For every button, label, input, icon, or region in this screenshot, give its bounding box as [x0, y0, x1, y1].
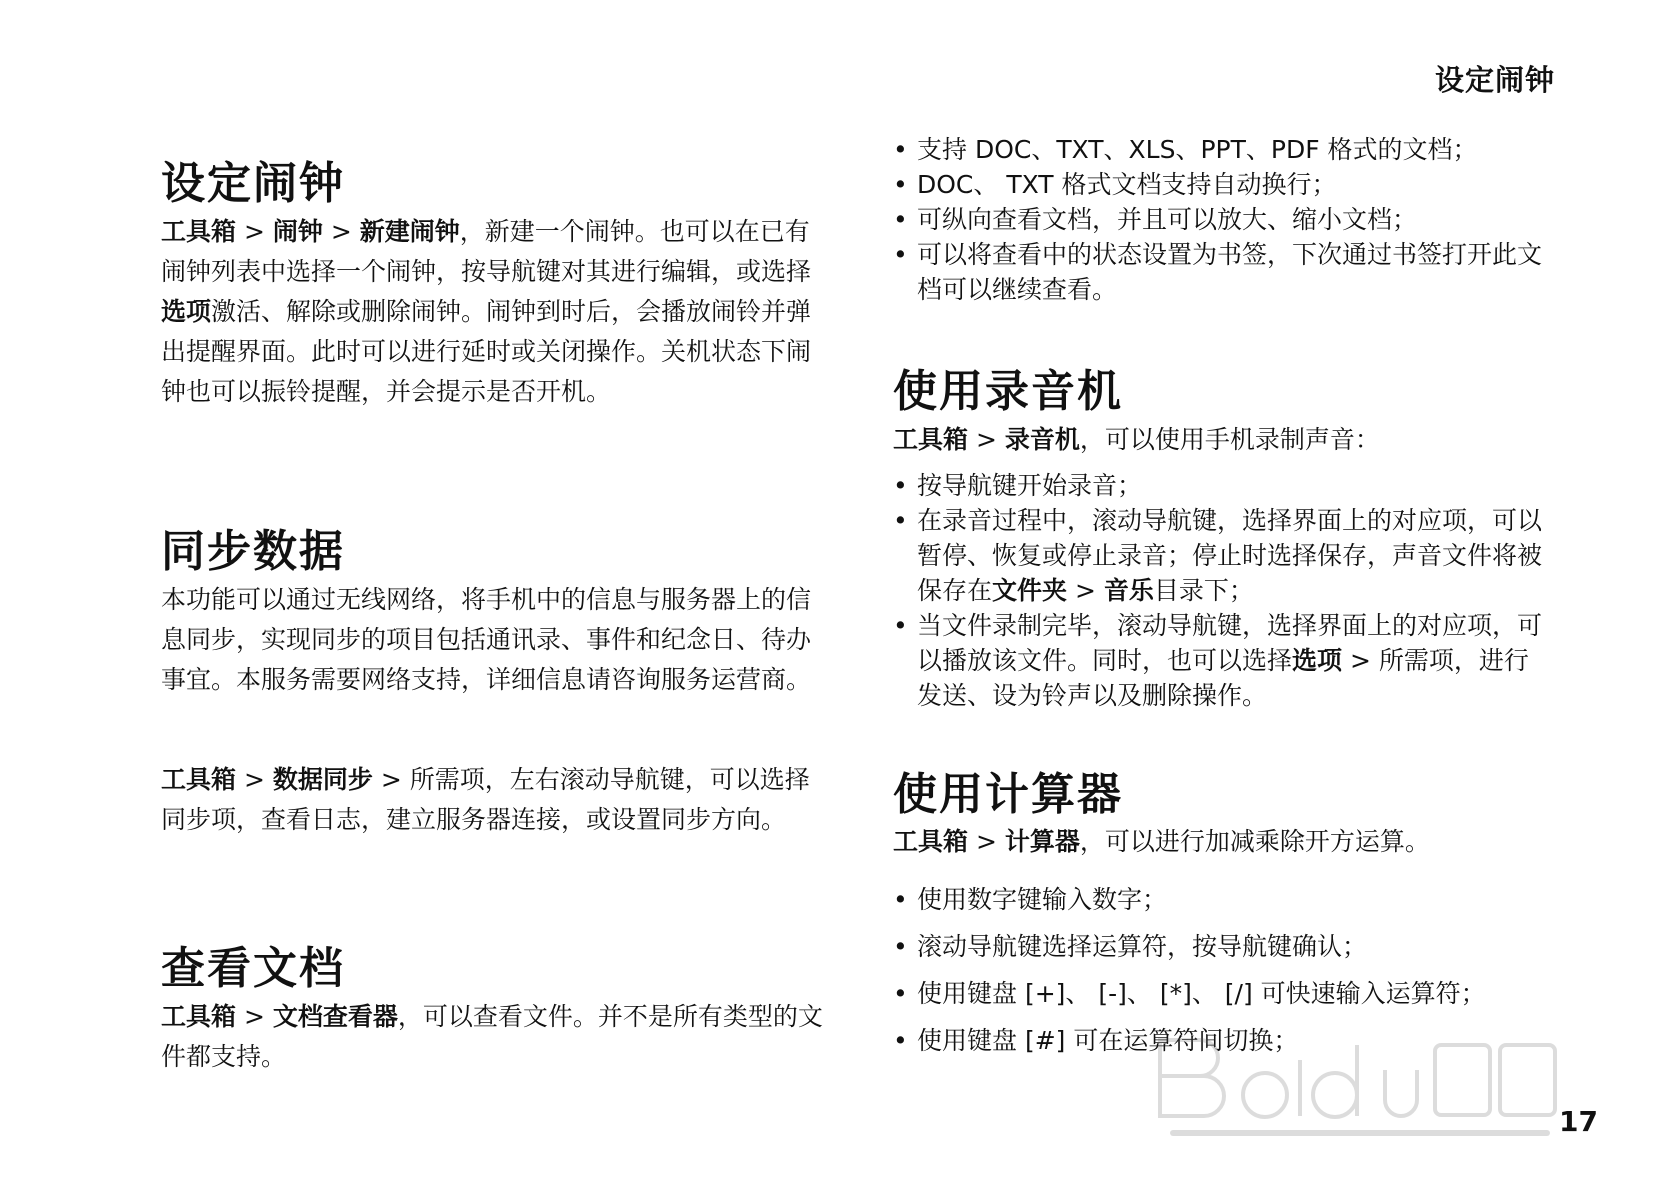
- menu-path-recorder: 录音机: [1004, 425, 1080, 454]
- music-label: 音乐: [1103, 576, 1154, 605]
- recorder-steps-list: [893, 468, 1553, 713]
- list-item: • 在录音过程中，滚动导航键，选择界面上的对应项，可以暂停、恢复或停止录音；停止时选择保存，声音文件将被保存在文件夹 > 音乐目录下；: [893, 503, 1553, 608]
- option-label: 选项: [161, 297, 212, 326]
- list-item: • 可纵向查看文档，并且可以放大、缩小文档；: [893, 202, 1553, 237]
- page-number: 17: [1559, 1105, 1598, 1138]
- recorder-intro: 工具箱 > 录音机，可以使用手机录制声音：: [893, 425, 1380, 454]
- menu-path-toolbox: 工具箱: [893, 425, 969, 454]
- running-header: 设定闹钟: [1434, 63, 1555, 97]
- list-item: • 滚动导航键选择运算符，按导航键确认；: [893, 929, 1553, 965]
- baidu-watermark-logo: [1150, 1000, 1570, 1150]
- folder-label: 文件夹: [992, 576, 1068, 605]
- menu-path-calculator: 计算器: [1004, 827, 1080, 856]
- section-title-docs: 查看文档: [161, 943, 345, 994]
- menu-path-toolbox: 工具箱: [893, 827, 969, 856]
- menu-path-toolbox: 工具箱: [161, 1002, 237, 1031]
- doc-feature-list: [893, 132, 1553, 307]
- section-title-calculator: 使用计算器: [893, 769, 1123, 820]
- section-title-recorder: 使用录音机: [893, 366, 1123, 417]
- menu-path-data-sync: 数据同步: [272, 765, 373, 794]
- menu-path-toolbox: 工具箱: [161, 765, 237, 794]
- list-item: • 当文件录制完毕，滚动导航键，选择界面上的对应项，可以播放该文件。同时，也可以选择选项 > 所需项，进行发送、设为铃声以及删除操作。: [893, 608, 1553, 713]
- option-label: 选项: [1292, 646, 1343, 675]
- menu-path-toolbox: 工具箱: [161, 217, 237, 246]
- list-item: • 支持 DOC、TXT、XLS、PPT、PDF 格式的文档；: [893, 132, 1553, 167]
- sync-paragraph-1: 本功能可以通过无线网络，将手机中的信息与服务器上的信息同步，实现同步的项目包括通讯录、事件和纪念日、待办事宜。本服务需要网络支持，详细信息请咨询服务运营商。: [161, 585, 812, 694]
- alarm-paragraph: 工具箱 > 闹钟 > 新建闹钟，新建一个闹钟。也可以在已有闹钟列表中选择一个闹钟，按导航键对其进行编辑，或选择选项激活、解除或删除闹钟。闹钟到时后，会播放闹铃并弹出提醒界面。此时可以进行延时或关闭操作。关机状态下闹钟也可以振铃提醒，并会提示是否开机。: [161, 217, 812, 406]
- menu-path-new-alarm: 新建闹钟: [359, 217, 460, 246]
- section-title-alarm: 设定闹钟: [161, 158, 345, 209]
- menu-path-doc-viewer: 文档查看器: [272, 1002, 398, 1031]
- list-item: • 按导航键开始录音；: [893, 468, 1553, 503]
- docs-paragraph: 工具箱 > 文档查看器，可以查看文件。并不是所有类型的文件都支持。: [161, 1002, 823, 1071]
- menu-path-alarm: 闹钟: [272, 217, 323, 246]
- list-item: • DOC、 TXT 格式文档支持自动换行；: [893, 167, 1553, 202]
- list-item: • 使用键盘 [+]、 [-]、 [*]、 [/] 可快速输入运算符；: [893, 976, 1553, 1012]
- section-title-sync: 同步数据: [161, 526, 345, 577]
- list-item: • 使用数字键输入数字；: [893, 882, 1553, 918]
- sync-paragraph-2: 工具箱 > 数据同步 > 所需项，左右滚动导航键，可以选择同步项，查看日志，建立服务器连接，或设置同步方向。: [161, 765, 810, 834]
- list-item: • 可以将查看中的状态设置为书签，下次通过书签打开此文档可以继续查看。: [893, 237, 1553, 307]
- calculator-intro: 工具箱 > 计算器，可以进行加减乘除开方运算。: [893, 827, 1430, 856]
- list-item: • 使用键盘 [#] 可在运算符间切换；: [893, 1023, 1553, 1059]
